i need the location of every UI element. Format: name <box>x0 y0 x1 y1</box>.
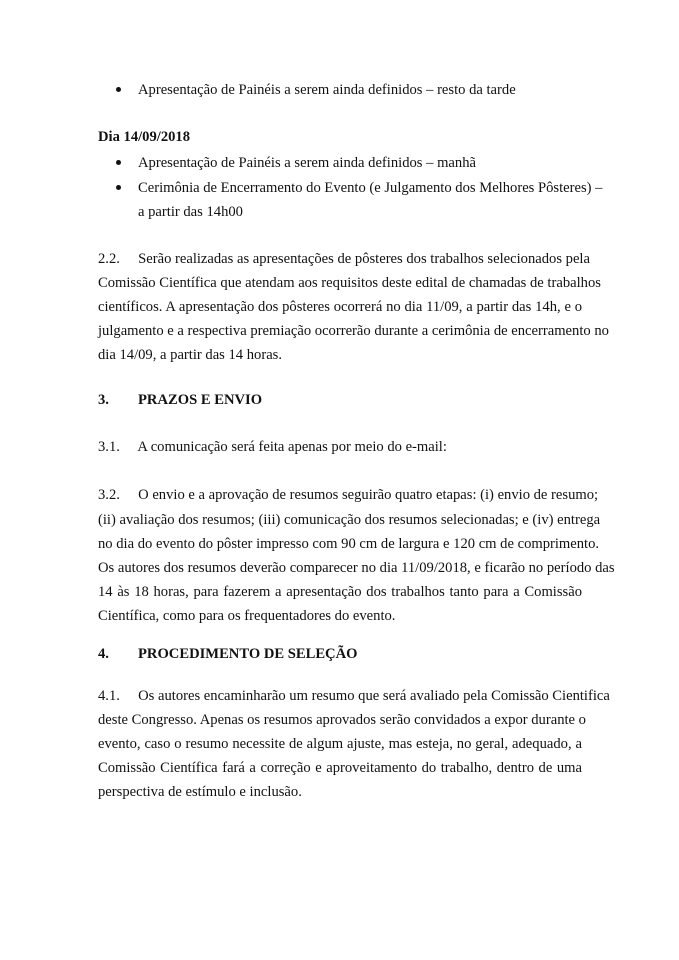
paragraph-3-2-line: Os autores dos resumos deverão comparecer no dia 11/09/2018, e ficarão no período das <box>98 560 615 576</box>
paragraph-2-2-line: julgamento e a respectiva premiação ocorrerão durante a cerimônia de encerramento no <box>98 323 609 339</box>
section-4-title: PROCEDIMENTO DE SELEÇÃO <box>138 646 358 662</box>
paragraph-3-2-line: (ii) avaliação dos resumos; (iii) comunicação dos resumos selecionadas; e (iv) entrega <box>98 512 601 528</box>
paragraph-3-1: 3.1. A comunicação será feita apenas por meio do e-mail: <box>98 439 447 455</box>
bullet-item: Apresentação de Painéis a serem ainda definidos – manhã <box>138 155 476 171</box>
bullet-item: Apresentação de Painéis a serem ainda definidos – resto da tarde <box>138 82 516 98</box>
day-heading: Dia 14/09/2018 <box>98 129 191 145</box>
section-3-number: 3. <box>98 392 109 408</box>
bullet-item-continuation: a partir das 14h00 <box>138 204 243 220</box>
paragraph-4-1-line: Comissão Científica fará a correção e aproveitamento do trabalho, dentro de uma <box>98 760 582 776</box>
paragraph-2-2-line: Comissão Científica que atendam aos requisitos deste edital de chamadas de trabalhos <box>98 275 601 291</box>
paragraph-2-2-line: dia 14/09, a partir das 14 horas. <box>98 347 282 363</box>
paragraph-2-2-line: 2.2. Serão realizadas as apresentações de pôsteres dos trabalhos selecionados pela <box>98 251 590 267</box>
paragraph-3-2-line: 14 às 18 horas, para fazerem a apresentação dos trabalhos tanto para a Comissão <box>98 584 582 600</box>
paragraph-4-1-line: perspectiva de estímulo e inclusão. <box>98 784 302 800</box>
paragraph-4-1-line: deste Congresso. Apenas os resumos aprovados serão convidados a expor durante o <box>98 712 586 728</box>
paragraph-4-1-line: 4.1. Os autores encaminharão um resumo que será avaliado pela Comissão Cientifica <box>98 688 610 704</box>
paragraph-4-1-line: evento, caso o resumo necessite de algum ajuste, mas esteja, no geral, adequado, a <box>98 736 582 752</box>
paragraph-3-2-line: 3.2. O envio e a aprovação de resumos seguirão quatro etapas: (i) envio de resumo; <box>98 487 599 503</box>
paragraph-2-2-line: científicos. A apresentação dos pôsteres ocorrerá no dia 11/09, a partir das 14h, e o <box>98 299 582 315</box>
paragraph-3-2-line: no dia do evento do pôster impresso com 90 cm de largura e 120 cm de comprimento. <box>98 536 600 552</box>
paragraph-3-2-line: Científica, como para os frequentadores do evento. <box>98 608 396 624</box>
section-3-title: PRAZOS E ENVIO <box>138 392 263 408</box>
bullet-item: Cerimônia de Encerramento do Evento (e Julgamento dos Melhores Pôsteres) – <box>138 180 603 196</box>
section-4-number: 4. <box>98 646 109 662</box>
